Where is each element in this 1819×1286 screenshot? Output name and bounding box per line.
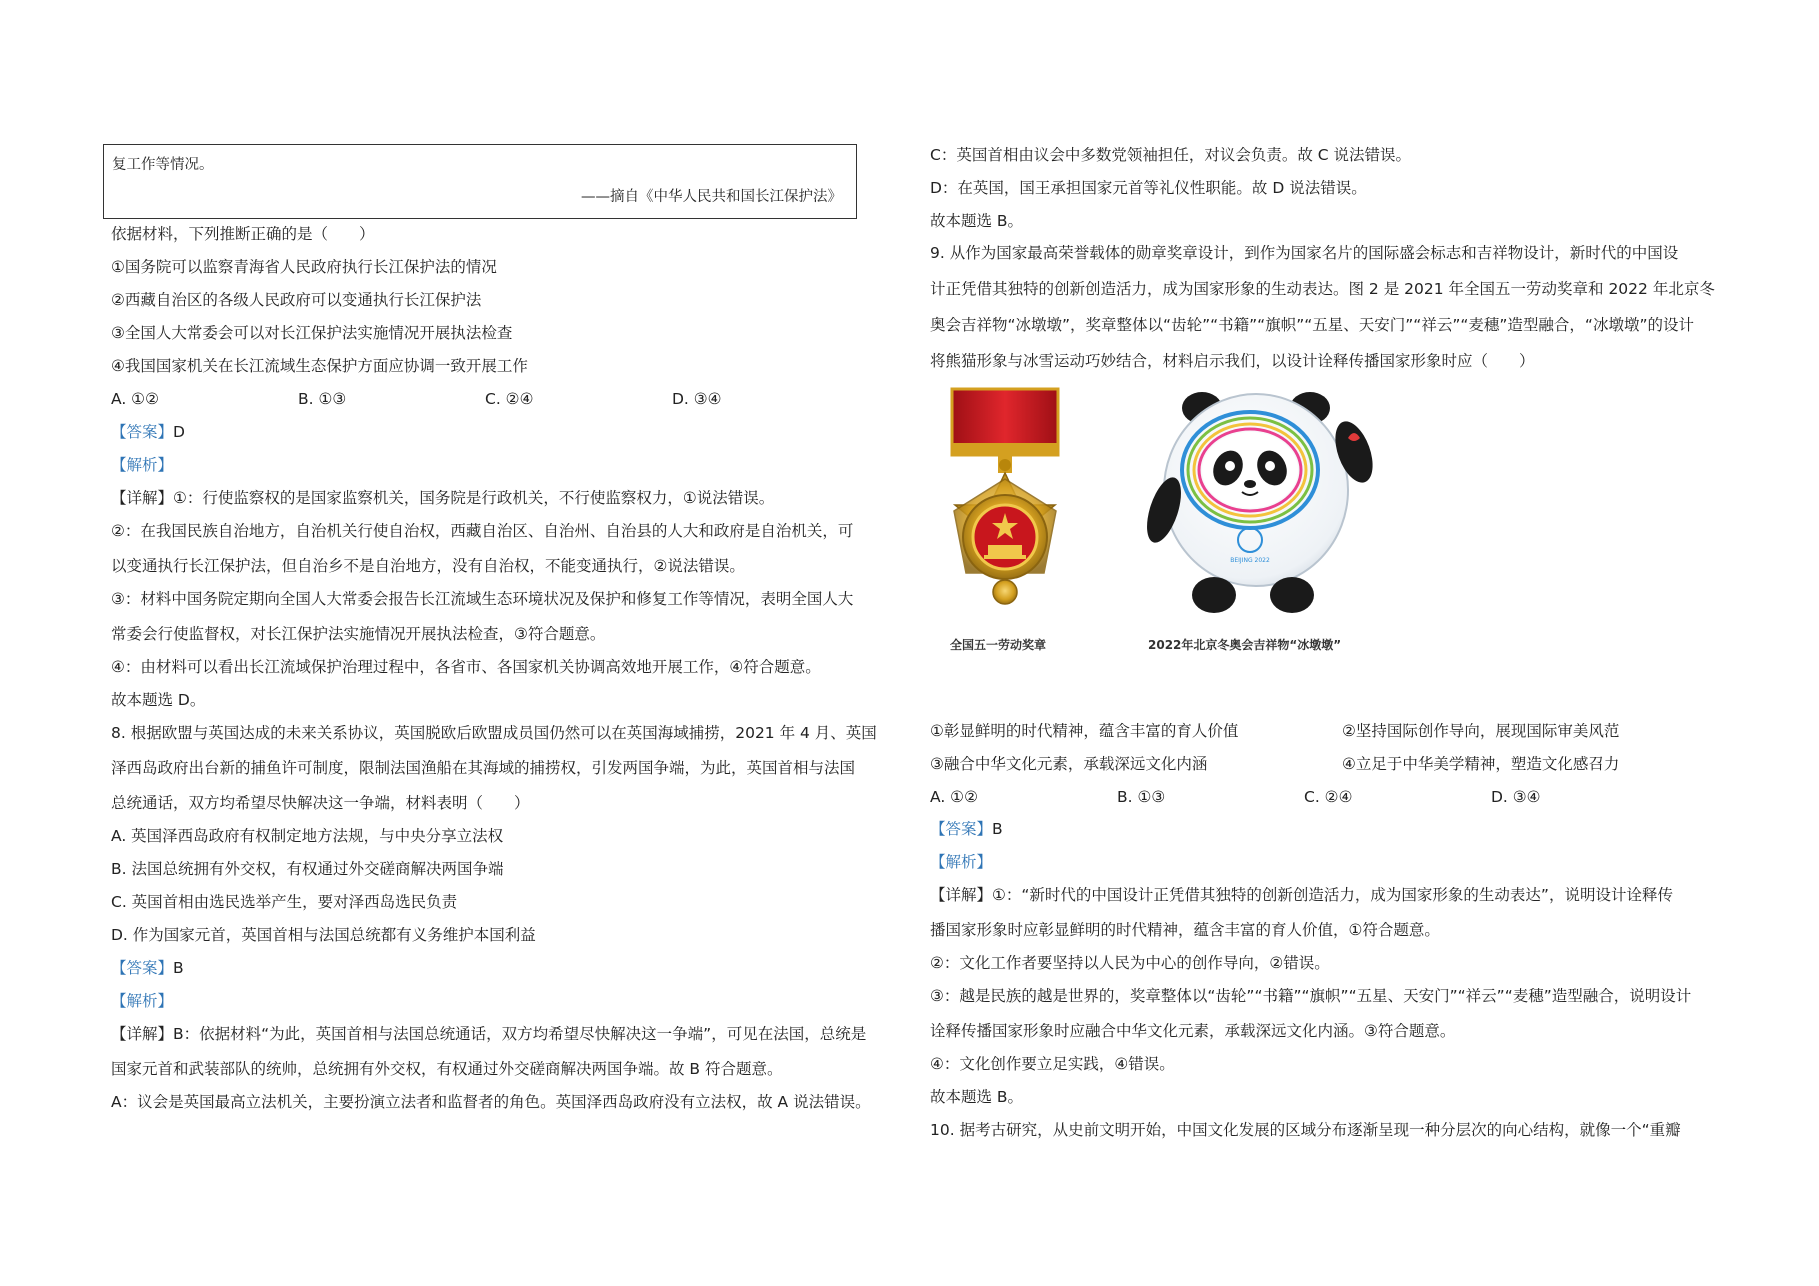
q9-stem-1: 9. 从作为国家最高荣誉载体的勋章奖章设计，到作为国家名片的国际盛会标志和吉祥物设计，新时代的中国设 (930, 244, 1679, 262)
q7-option-d: D. ③④ (672, 390, 722, 408)
q8-stem-3: 总统通话，双方均希望尽快解决这一争端，材料表明（ ） (111, 794, 530, 812)
q7-detail-6: ④：由材料可以看出长江流域保护治理过程中，各省市、各国家机关协调高效地开展工作，④符合题意。 (111, 658, 821, 676)
material-text: 复工作等情况。 (112, 157, 214, 173)
q9-answer (930, 819, 1003, 839)
q9-analysis-label: 【解析】 (930, 853, 993, 871)
q9-detail-5: 诠释传播国家形象时应融合中华文化元素，承载深远文化内涵。③符合题意。 (930, 1022, 1456, 1040)
q7-option-a: A. ①② (111, 390, 159, 408)
labor-medal-image (934, 387, 1076, 623)
bing-dwen-dwen-image (1142, 390, 1382, 620)
q9-option-d: D. ③④ (1491, 788, 1541, 806)
q8-analysis-label: 【解析】 (111, 992, 174, 1010)
answer-value: B (173, 959, 184, 977)
q9-option-a: A. ①② (930, 788, 978, 806)
q9-detail-2: 播国家形象时应彰显鲜明的时代精神，蕴含丰富的育人价值，①符合题意。 (930, 921, 1440, 939)
q7-stem: 依据材料，下列推断正确的是（ ） (111, 225, 375, 243)
q8-cont-2: D：在英国，国王承担国家元首等礼仪性职能。故 D 说法错误。 (930, 179, 1367, 197)
q7-item-3: ③全国人大常委会可以对长江保护法实施情况开展执法检查 (111, 324, 513, 342)
q7-detail-5: 常委会行使监督权，对长江保护法实施情况开展执法检查，③符合题意。 (111, 625, 606, 643)
q9-item-1: ①彰显鲜明的时代精神，蕴含丰富的育人价值 (930, 722, 1239, 740)
q9-detail-1: 【详解】①：“新时代的中国设计正凭借其独特的创新创造活力，成为国家形象的生动表达”，说明设计诠释传 (930, 886, 1673, 904)
q8-option-b: B. 法国总统拥有外交权，有权通过外交磋商解决两国争端 (111, 860, 504, 878)
q7-item-1: ①国务院可以监察青海省人民政府执行长江保护法的情况 (111, 258, 497, 276)
q9-stem-2: 计正凭借其独特的创新创造活力，成为国家形象的生动表达。图 2 是 2021 年全国五一劳动奖章和 2022 年北京冬 (930, 280, 1715, 298)
q10-stem: 10. 据考古研究，从史前文明开始，中国文化发展的区域分布逐渐呈现一种分层次的向心结构，就像一个“重瓣 (930, 1121, 1681, 1139)
q7-answer (111, 422, 185, 442)
q8-cont-1: C：英国首相由议会中多数党领袖担任，对议会负责。故 C 说法错误。 (930, 146, 1412, 164)
mascot-logo-text: BEIJING 2022 (1230, 557, 1270, 564)
answer-label: 【答案】 (930, 820, 993, 838)
q9-item-4: ④立足于中华美学精神，塑造文化感召力 (1342, 755, 1620, 773)
q9-detail-3: ②：文化工作者要坚持以人民为中心的创作导向，②错误。 (930, 954, 1330, 972)
answer-value: B (992, 820, 1003, 838)
q7-item-2: ②西藏自治区的各级人民政府可以变通执行长江保护法 (111, 291, 482, 309)
q9-stem-3: 奥会吉祥物“冰墩墩”，奖章整体以“齿轮”“书籍”“旗帜”“五星、天安门”“祥云”“麦穗”造型融合，“冰墩墩”的设计 (930, 316, 1694, 334)
answer-value: D (173, 423, 185, 441)
q9-detail-6: ④：文化创作要立足实践，④错误。 (930, 1055, 1175, 1073)
q7-option-b: B. ①③ (298, 390, 347, 408)
q8-detail-3: A：议会是英国最高立法机关，主要扮演立法者和监督者的角色。英国泽西岛政府没有立法权，故 A 说法错误。 (111, 1093, 871, 1111)
q7-detail-7: 故本题选 D。 (111, 691, 206, 709)
q8-detail-1: 【详解】B：依据材料“为此，英国首相与法国总统通话，双方均希望尽快解决这一争端”，可见在法国，总统是 (111, 1025, 867, 1043)
answer-label: 【答案】 (111, 423, 174, 441)
q8-stem-1: 8. 根据欧盟与英国达成的未来关系协议，英国脱欧后欧盟成员国仍然可以在英国海域捕捞，2021 年 4 月、英国 (111, 724, 877, 742)
q7-detail-4: ③：材料中国务院定期向全国人大常委会报告长江流域生态环境状况及保护和修复工作等情况，表明全国人大 (111, 590, 854, 608)
q7-detail-3: 以变通执行长江保护法，但自治乡不是自治地方，没有自治权，不能变通执行，②说法错误。 (111, 557, 745, 575)
material-source: ——摘自《中华人民共和国长江保护法》 (581, 189, 842, 205)
q7-detail-2: ②：在我国民族自治地方，自治机关行使自治权，西藏自治区、自治州、自治县的人大和政府是自治机关，可 (111, 522, 854, 540)
q9-option-b: B. ①③ (1117, 788, 1166, 806)
q9-item-2: ②坚持国际创作导向，展现国际审美风范 (1342, 722, 1620, 740)
q9-option-c: C. ②④ (1304, 788, 1353, 806)
q8-option-c: C. 英国首相由选民选举产生，要对泽西岛选民负责 (111, 893, 458, 911)
q9-stem-4: 将熊猫形象与冰雪运动巧妙结合，材料启示我们，以设计诠释传播国家形象时应（ ） (930, 352, 1535, 370)
q7-detail-1: 【详解】①：行使监察权的是国家监察机关，国务院是行政机关，不行使监察权力，①说法错误。 (111, 489, 775, 507)
q8-answer (111, 958, 184, 978)
q7-option-c: C. ②④ (485, 390, 534, 408)
q9-detail-7: 故本题选 B。 (930, 1088, 1024, 1106)
medal-caption: 全国五一劳动奖章 (950, 638, 1047, 652)
q9-item-3: ③融合中华文化元素，承载深远文化内涵 (930, 755, 1208, 773)
q8-detail-2: 国家元首和武装部队的统帅，总统拥有外交权，有权通过外交磋商解决两国争端。故 B 符合题意。 (111, 1060, 783, 1078)
q8-stem-2: 泽西岛政府出台新的捕鱼许可制度，限制法国渔船在其海域的捕捞权，引发两国争端，为此，英国首相与法国 (111, 759, 856, 777)
q7-item-4: ④我国国家机关在长江流域生态保护方面应协调一致开展工作 (111, 357, 528, 375)
q8-option-a: A. 英国泽西岛政府有权制定地方法规，与中央分享立法权 (111, 827, 504, 845)
mascot-caption: 2022年北京冬奥会吉祥物“冰墩墩” (1148, 638, 1342, 652)
q7-analysis-label: 【解析】 (111, 456, 174, 474)
q9-detail-4: ③：越是民族的越是世界的，奖章整体以“齿轮”“书籍”“旗帜”“五星、天安门”“祥云”“麦穗”造型融合，说明设计 (930, 987, 1692, 1005)
material-box (103, 144, 857, 219)
q8-cont-3: 故本题选 B。 (930, 212, 1024, 230)
answer-label: 【答案】 (111, 959, 174, 977)
q8-option-d: D. 作为国家元首，英国首相与法国总统都有义务维护本国利益 (111, 926, 536, 944)
